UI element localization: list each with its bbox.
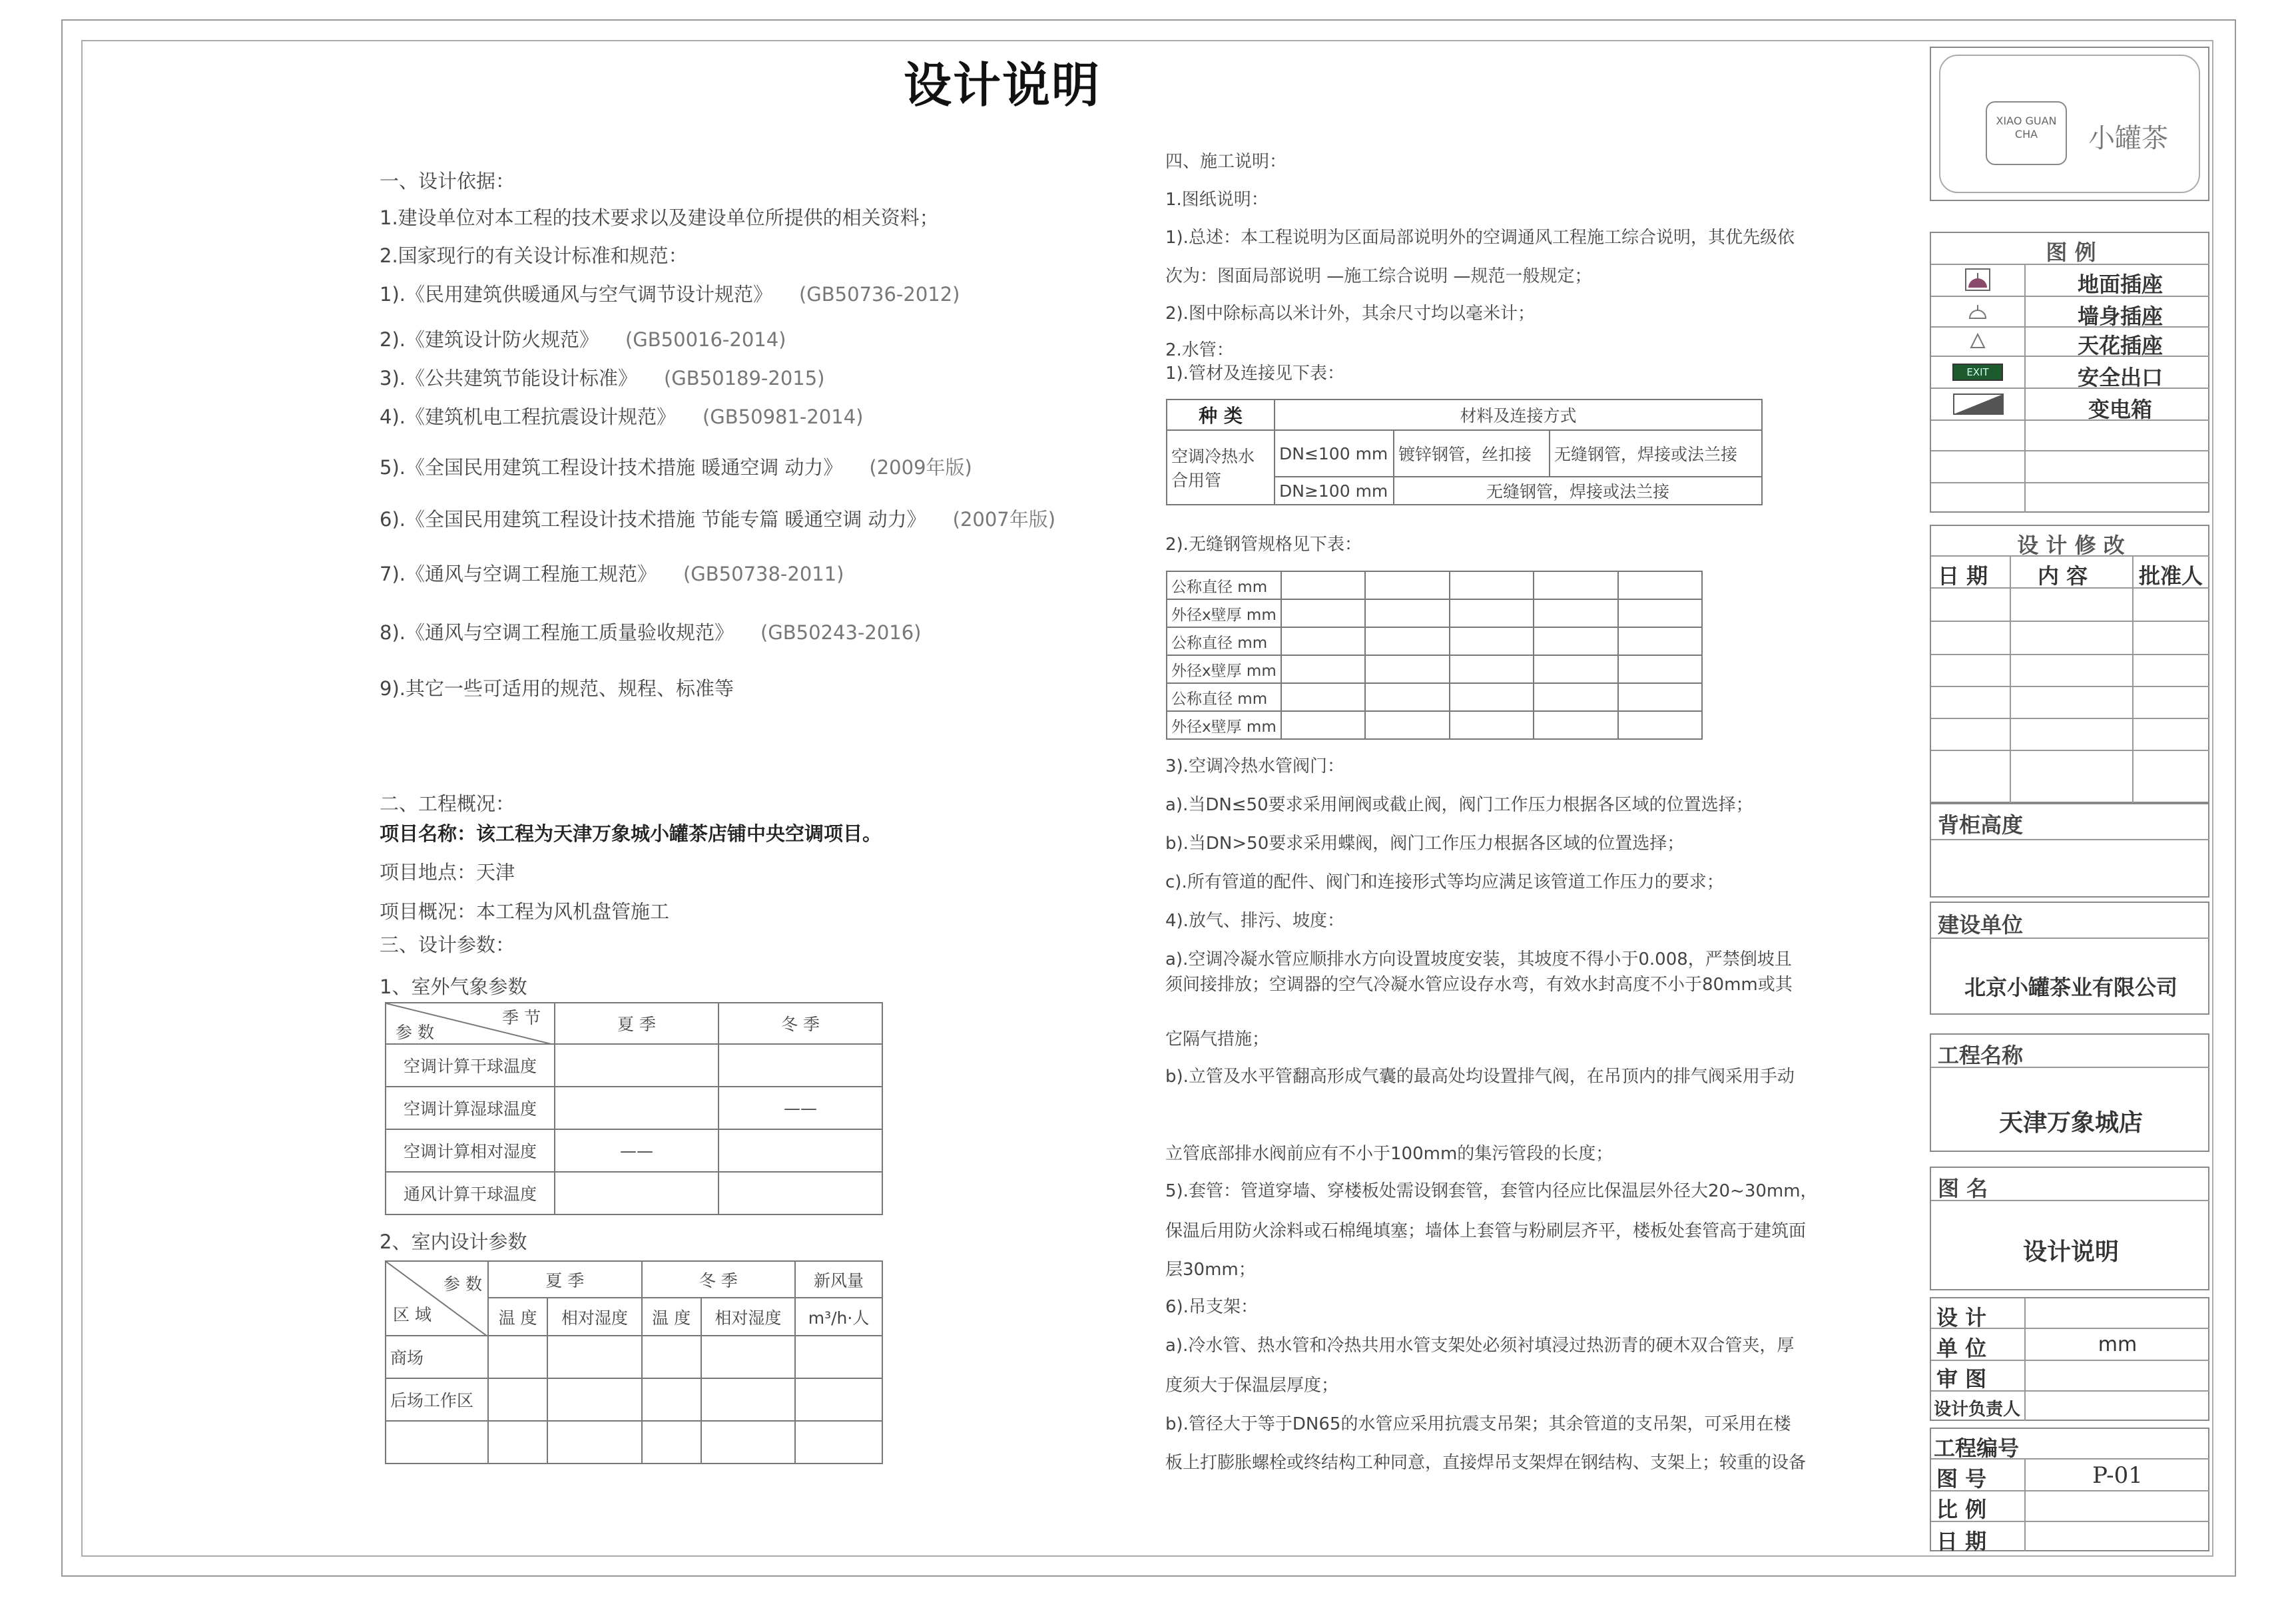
standard-name: 9).其它一些可适用的规范、规程、标准等 xyxy=(380,677,734,700)
section-1-heading: 一、设计依据： xyxy=(380,170,515,192)
water-pipe-heading: 2.水管： xyxy=(1165,340,1234,360)
drain-line: 须间接排放；空调器的空气冷凝水管应设存水弯，有效水封高度不小于80mm或其 xyxy=(1165,975,1793,995)
standard-code: (GB50243-2016) xyxy=(760,621,922,644)
winter-header: 冬 季 xyxy=(642,1261,796,1298)
summer-header: 夏 季 xyxy=(555,1003,718,1044)
legend-panel xyxy=(1930,232,2209,513)
corner-bottom-label: 参 数 xyxy=(396,1023,434,1042)
row-label: 外径x壁厚 mm xyxy=(1167,655,1281,683)
hanger-heading: 6).吊支架： xyxy=(1165,1297,1258,1317)
table-row xyxy=(1167,683,1702,711)
rev-date-header: 日 期 xyxy=(1938,563,1988,589)
row-label: 通风计算干球温度 xyxy=(386,1172,555,1214)
drain-line: a).空调冷凝水管应顺排水方向设置坡度安装，其坡度不得小于0.008，严禁倒坡且 xyxy=(1165,949,1792,969)
legend-label: 变电箱 xyxy=(2088,397,2152,422)
pipe-material: 无缝钢管，焊接或法兰接 xyxy=(1394,477,1762,505)
revision-title: 设 计 修 改 xyxy=(2017,533,2125,558)
valve-line: b).当DN>50要求采用蝶阀，阀门工作压力根据各区域的位置选择； xyxy=(1165,834,1685,854)
standard-name: 1).《民用建筑供暖通风与空气调节设计规范》 xyxy=(380,283,772,306)
row-label: 公称直径 mm xyxy=(1167,571,1281,599)
summer-value: —— xyxy=(555,1129,718,1172)
logo-panel xyxy=(1930,47,2209,201)
hanger-line: 度须大于保温层厚度； xyxy=(1165,1376,1339,1396)
reviewer-label: 审 图 xyxy=(1936,1366,1987,1392)
drawing-notes-line: 2).图中除标高以米计外，其余尺寸均以毫米计； xyxy=(1165,304,1535,324)
humid-subheader: 相对湿度 xyxy=(547,1298,641,1336)
table-corner-cell xyxy=(386,1003,555,1044)
standard-code: (2009年版) xyxy=(869,456,972,479)
rev-approver-header: 批准人 xyxy=(2139,563,2203,589)
seamless-pipe-table xyxy=(1166,571,1703,740)
table-row xyxy=(1167,655,1702,683)
standard-code: (GB50981-2014) xyxy=(702,405,864,428)
row-label: 外径x壁厚 mm xyxy=(1167,711,1281,739)
row-label: 外径x壁厚 mm xyxy=(1167,599,1281,627)
row-label: 空调计算相对湿度 xyxy=(386,1129,555,1172)
row-label: 空调计算湿球温度 xyxy=(386,1087,555,1129)
indoor-params-table xyxy=(385,1260,883,1464)
section-3-heading: 三、设计参数： xyxy=(380,934,515,956)
winter-value xyxy=(718,1044,882,1087)
pipe-material-table xyxy=(1166,399,1763,505)
ceiling-socket-icon xyxy=(1959,330,1996,353)
standard-name: 8).《通风与空调工程施工质量验收规范》 xyxy=(380,621,734,644)
row-label: 公称直径 mm xyxy=(1167,683,1281,711)
standard-code: (2007年版) xyxy=(952,508,1056,531)
hanger-line: b).管径大于等于DN65的水管应采用抗震支吊架；其余管道的支吊架，可采用在楼 xyxy=(1165,1414,1791,1434)
table-row xyxy=(386,1044,882,1087)
project-overview-line: 项目概况：本工程为风机盘管施工 xyxy=(380,900,670,923)
standard-item xyxy=(380,325,786,352)
design-lead-label: 设计负责人 xyxy=(1934,1400,2021,1420)
sleeve-line: 层30mm； xyxy=(1165,1260,1256,1280)
winter-value xyxy=(718,1172,882,1214)
table-row xyxy=(386,1172,882,1214)
standard-item xyxy=(380,559,844,587)
kind-header: 种 类 xyxy=(1167,400,1275,430)
project-name-line: 项目名称：该工程为天津万象城小罐茶店铺中央空调项目。 xyxy=(380,822,882,845)
sheet-number-value: P-01 xyxy=(2092,1462,2143,1489)
standard-item xyxy=(380,364,825,391)
zone-label xyxy=(386,1421,488,1464)
winter-value: —— xyxy=(718,1087,882,1129)
table-row xyxy=(386,1378,882,1421)
pipe-material: 镀锌钢管，丝扣接 xyxy=(1394,430,1550,477)
temp-subheader: 温 度 xyxy=(642,1298,701,1336)
sleeve-line: 保温后用防火涂料或石棉绳填塞；墙体上套管与粉刷层齐平，楼板处套管高于建筑面 xyxy=(1165,1221,1807,1241)
hanger-line: 板上打膨胀螺栓或终结构工种同意，直接焊吊支架焊在钢结构、支架上；较重的设备 xyxy=(1165,1453,1807,1473)
revision-panel xyxy=(1930,525,2209,803)
winter-value xyxy=(718,1129,882,1172)
legend-label: 天花插座 xyxy=(2077,333,2163,358)
valve-line: c).所有管道的配件、阀门和连接形式等均应满足该管道工作压力的要求； xyxy=(1165,872,1724,892)
standard-item xyxy=(380,674,734,701)
section-1-line-2: 2.国家现行的有关设计标准和规范： xyxy=(380,244,688,267)
legend-label: 墙身插座 xyxy=(2077,304,2163,329)
project-number-label: 工程编号 xyxy=(1934,1436,2020,1461)
hanger-line: a).冷水管、热水管和冷热共用水管支架处必须衬填浸过热沥青的硬木双合管夹，厚 xyxy=(1165,1336,1795,1356)
drain-heading: 4).放气、排污、坡度： xyxy=(1165,911,1344,931)
table-row xyxy=(1167,599,1702,627)
standard-item xyxy=(380,280,960,307)
legend-label: 地面插座 xyxy=(2077,272,2163,297)
section-1-line-1: 1.建设单位对本工程的技术要求以及建设单位所提供的相关资料； xyxy=(380,206,939,229)
summer-value xyxy=(555,1044,718,1087)
pipe-material-heading: 1).管材及连接见下表： xyxy=(1165,364,1344,384)
standard-code: (GB50738-2011) xyxy=(683,563,844,585)
table-row xyxy=(1167,627,1702,655)
project-panel xyxy=(1930,1033,2209,1152)
standard-name: 2).《建筑设计防火规范》 xyxy=(380,328,599,351)
valve-line: a).当DN≤50要求采用闸阀或截止阀，阀门工作压力根据各区域的位置选择； xyxy=(1165,795,1753,815)
cabinet-height-label: 背柜高度 xyxy=(1938,812,2024,838)
rev-content-header: 内 容 xyxy=(2038,563,2088,589)
standard-name: 7).《通风与空调工程施工规范》 xyxy=(380,563,657,585)
zone-label: 后场工作区 xyxy=(386,1378,488,1421)
standard-item xyxy=(380,618,922,645)
drain-line: 它隔气措施； xyxy=(1165,1029,1270,1049)
drain-line: 立管底部排水阀前应有不小于100mm的集污管段的长度； xyxy=(1165,1144,1613,1164)
temp-subheader: 温 度 xyxy=(488,1298,547,1336)
table-row xyxy=(386,1336,882,1378)
standard-code: (GB50736-2012) xyxy=(798,283,960,306)
corner-top-label: 季 节 xyxy=(502,1008,541,1027)
date-label: 日 期 xyxy=(1936,1529,1987,1554)
logo-icon: XIAO GUAN CHA xyxy=(1986,101,2067,165)
wall-socket-icon xyxy=(1959,300,1996,324)
valve-heading: 3).空调冷热水管阀门： xyxy=(1165,756,1344,776)
summer-value xyxy=(555,1172,718,1214)
indoor-params-heading: 2、室内设计参数 xyxy=(380,1230,527,1253)
drain-line: b).立管及水平管翻高形成气囊的最高处均设置排气阀，在吊顶内的排气阀采用手动 xyxy=(1165,1067,1795,1087)
standard-item xyxy=(380,505,1055,532)
table-row xyxy=(1167,711,1702,739)
design-info-panel xyxy=(1930,1297,2209,1421)
table-row xyxy=(1167,571,1702,599)
builder-value: 北京小罐茶业有限公司 xyxy=(1964,975,2177,1000)
builder-label: 建设单位 xyxy=(1938,912,2024,937)
cabinet-height-panel xyxy=(1930,803,2209,898)
project-label: 工程名称 xyxy=(1938,1043,2024,1068)
standard-item xyxy=(380,402,864,429)
standard-name: 6).《全国民用建筑工程设计技术措施 节能专篇 暖通空调 动力》 xyxy=(380,508,926,531)
drawing-notes-line: 次为：图面局部说明 —施工综合说明 —规范一般规定； xyxy=(1165,266,1592,286)
section-4-heading: 四、施工说明： xyxy=(1165,152,1287,172)
material-header: 材料及连接方式 xyxy=(1275,400,1762,430)
sheet-info-panel xyxy=(1930,1428,2209,1554)
winter-header: 冬 季 xyxy=(718,1003,882,1044)
drawing-notes-line: 1).总述：本工程说明为区面局部说明外的空调通风工程施工综合说明，其优先级依 xyxy=(1165,228,1795,248)
section-2-heading: 二、工程概况： xyxy=(380,792,515,815)
sheet-number-label: 图 号 xyxy=(1936,1466,1987,1491)
scale-label: 比 例 xyxy=(1936,1497,1987,1522)
zone-label: 商场 xyxy=(386,1336,488,1378)
table-row xyxy=(386,1421,882,1464)
legend-title: 图 例 xyxy=(2046,240,2096,265)
table-row xyxy=(1167,430,1762,477)
seamless-pipe-heading: 2).无缝钢管规格见下表： xyxy=(1165,535,1362,555)
exit-sign-icon: EXIT xyxy=(1952,364,2003,381)
standard-name: 3).《公共建筑节能设计标准》 xyxy=(380,367,637,390)
row-label: 公称直径 mm xyxy=(1167,627,1281,655)
outdoor-params-table xyxy=(385,1002,883,1215)
unit-value: mm xyxy=(2098,1333,2138,1356)
fresh-air-unit: m³/h·人 xyxy=(795,1298,882,1336)
distribution-box-icon xyxy=(1952,393,2006,415)
project-location-line: 项目地点：天津 xyxy=(380,861,515,884)
sleeve-line: 5).套管：管道穿墙、穿楼板处需设钢套管，套管内径应比保温层外径大20~30mm， xyxy=(1165,1181,1818,1201)
corner-bottom-label: 区 域 xyxy=(393,1305,431,1324)
pipe-material: 无缝钢管，焊接或法兰接 xyxy=(1550,430,1762,477)
row-label: 空调计算干球温度 xyxy=(386,1044,555,1087)
legend-label: 安全出口 xyxy=(2077,365,2163,390)
drawing-notes-heading: 1.图纸说明： xyxy=(1165,190,1269,210)
corner-top-label: 参 数 xyxy=(443,1274,482,1294)
fresh-air-header: 新风量 xyxy=(795,1261,882,1298)
humid-subheader: 相对湿度 xyxy=(701,1298,795,1336)
table-row xyxy=(386,1087,882,1129)
pipe-size: DN≤100 mm xyxy=(1275,430,1394,477)
summer-header: 夏 季 xyxy=(488,1261,642,1298)
summer-value xyxy=(555,1087,718,1129)
standard-code: (GB50189-2015) xyxy=(663,367,825,390)
drawing-name-value: 设计说明 xyxy=(2022,1238,2119,1266)
outdoor-params-heading: 1、室外气象参数 xyxy=(380,975,527,998)
floor-socket-icon xyxy=(1959,268,1996,292)
table-row xyxy=(386,1129,882,1172)
project-value: 天津万象城店 xyxy=(1998,1109,2143,1137)
page-title: 设计说明 xyxy=(903,57,1101,113)
standard-item xyxy=(380,453,972,480)
logo-text: 小罐茶 xyxy=(2088,123,2168,154)
builder-panel xyxy=(1930,902,2209,1015)
pipe-kind: 空调冷热水合用管 xyxy=(1167,430,1275,505)
standard-name: 4).《建筑机电工程抗震设计规范》 xyxy=(380,405,676,428)
table-corner-cell xyxy=(386,1261,488,1336)
standard-name: 5).《全国民用建筑工程设计技术措施 暖通空调 动力》 xyxy=(380,456,843,479)
designer-label: 设 计 xyxy=(1936,1305,1987,1330)
unit-label: 单 位 xyxy=(1936,1336,1987,1361)
standard-code: (GB50016-2014) xyxy=(625,328,786,351)
pipe-size: DN≥100 mm xyxy=(1275,477,1394,505)
drawing-name-label: 图 名 xyxy=(1938,1176,1988,1201)
drawing-name-panel xyxy=(1930,1167,2209,1290)
